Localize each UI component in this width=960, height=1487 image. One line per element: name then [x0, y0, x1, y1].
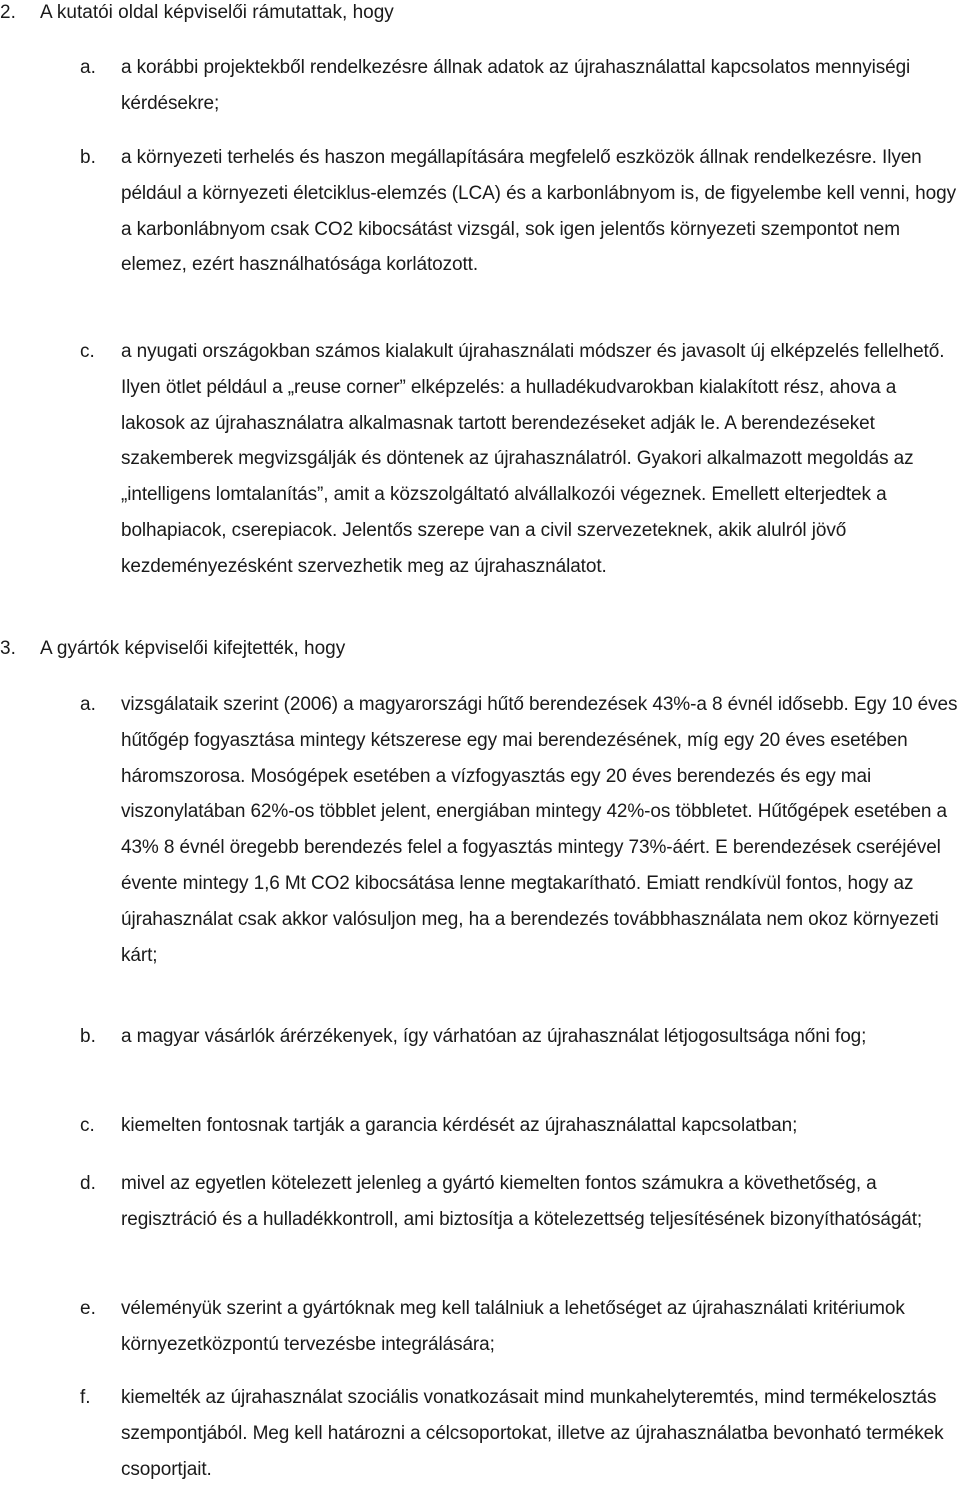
item-letter: e. — [80, 1298, 96, 1319]
item-letter: f. — [80, 1387, 91, 1408]
list-item — [80, 334, 958, 585]
item-letter: b. — [80, 147, 96, 168]
section-number: 2. — [0, 2, 16, 23]
list-item — [80, 140, 958, 283]
list-item — [80, 687, 958, 973]
section-2-heading — [0, 0, 960, 30]
item-text: mivel az egyetlen kötelezett jelenleg a gyártó kiemelten fontos számukra a követhetőség, a regisztráció és a hulladékkontroll, ami biztosítja a kötelezettség teljesítésének bizonyíthatóságát; — [121, 1173, 923, 1230]
item-letter: c. — [80, 341, 95, 362]
item-text: vizsgálataik szerint (2006) a magyarországi hűtő berendezések 43%-a 8 évnél idősebb. Egy 10 éves hűtőgép fogyasztása mintegy kétszerese egy mai berendezésének, míg egy 20 éves esetében háromszorosa. Mosógépek esetében a vízfogyasztás egy 20 éves berendezés és egy mai viszonylatában 62%-os többlet jelent, energiában mintegy 42%-os többletet. Hűtőgépek esetében a 43% 8 évnél öregebb berendezés felel a fogyasztás mintegy 73%-áért. E berendezések cseréjével évente mintegy 1,6 Mt CO2 kibocsátása lenne megtakarítható. Emiatt rendkívül fontos, hogy az újrahasználat csak akkor valósuljon meg, ha a berendezés továbbhasználata nem okoz környezeti kárt; — [121, 694, 958, 966]
list-item — [80, 1019, 958, 1055]
list-item — [80, 1291, 958, 1363]
item-text: véleményük szerint a gyártóknak meg kell találniuk a lehetőséget az újrahasználati kritériumok környezetközpontú tervezésbe integrálására; — [121, 1298, 905, 1355]
list-item — [80, 50, 958, 122]
section-3-heading — [0, 631, 960, 666]
item-letter: b. — [80, 1026, 96, 1047]
section-number: 3. — [0, 638, 16, 659]
item-letter: c. — [80, 1115, 95, 1136]
list-item — [80, 1108, 958, 1144]
item-letter: a. — [80, 694, 96, 715]
item-text: a nyugati országokban számos kialakult újrahasználati módszer és javasolt új elképzelés fellelhető. Ilyen ötlet például a „reuse corner” elképzelés: a hulladékudvarokban kialakított rész, ahova a lakosok az újrahasználatra alkalmasnak tartott berendezéseket adják le. A berendezéseket szakemberek megvizsgálják és döntenek az újrahasználatról. Gyakori alkalmazott megoldás az „intelligens lomtalanítás”, amit a közszolgáltató alvállalkozói végeznek. Emellett elterjedtek a bolhapiacok, cserepiacok. Jelentős szerepe van a civil szervezeteknek, akik alulról jövő kezdeményezésként szervezhetik meg az újrahasználatot. — [121, 341, 945, 577]
item-letter: d. — [80, 1173, 96, 1194]
section-title: A gyártók képviselői kifejtették, hogy — [40, 638, 346, 659]
item-text: kiemelten fontosnak tartják a garancia kérdését az újrahasználattal kapcsolatban; — [121, 1115, 798, 1136]
item-text: a magyar vásárlók árérzékenyek, így várhatóan az újrahasználat létjogosultsága nőni fog; — [121, 1026, 867, 1047]
item-letter: a. — [80, 57, 96, 78]
list-item — [80, 1166, 958, 1238]
list-item — [80, 1380, 958, 1487]
item-text: kiemelték az újrahasználat szociális vonatkozásait mind munkahelyteremtés, mind termékelosztás szempontjából. Meg kell határozni a célcsoportokat, illetve az újrahasználatba bevonható termékek csoportjait. — [121, 1387, 944, 1480]
item-text: a korábbi projektekből rendelkezésre állnak adatok az újrahasználattal kapcsolatos mennyiségi kérdésekre; — [121, 57, 911, 114]
item-text: a környezeti terhelés és haszon megállapítására megfelelő eszközök állnak rendelkezésre. Ilyen például a környezeti életciklus-elemzés (LCA) és a karbonlábnyom is, de figyelembe kell venni, hogy a karbonlábnyom csak CO2 kibocsátást vizsgál, sok igen jelentős környezeti szempontot nem elemez, ezért használhatósága korlátozott. — [121, 147, 956, 276]
section-title: A kutatói oldal képviselői rámutattak, hogy — [40, 2, 394, 23]
